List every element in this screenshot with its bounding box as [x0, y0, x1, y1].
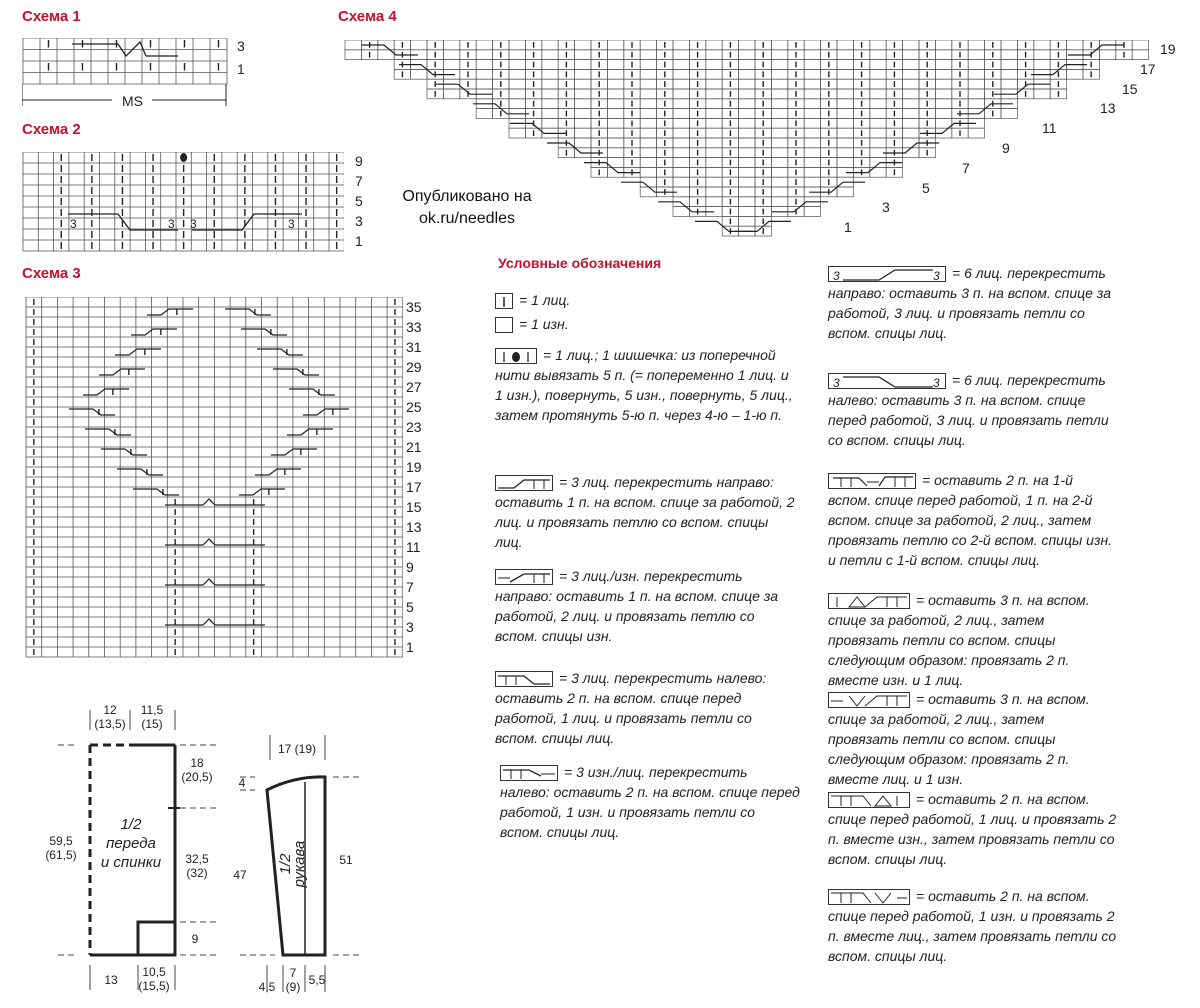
legend-item-2: = 1 изн.	[495, 314, 805, 334]
dec-right-knit-symbol	[828, 692, 910, 708]
scheme4-row-3: 3	[882, 199, 890, 216]
sleeve-bottom-2: 7 (9)	[285, 966, 301, 994]
scheme3-row-25: 25	[406, 399, 422, 415]
cable6-left-symbol	[828, 373, 946, 389]
legend-item-10: = оставить 2 п. на 1-й вспом. спице перед работой, 1 п. на 2-й вспом. спице за работой, 2 лиц., затем провязать петлю со 2-й вспом. спицы изн. и петли с 1-й вспом. спицы лиц.	[828, 472, 1113, 568]
scheme3-row-11: 11	[406, 539, 421, 555]
scheme2-row-1: 1	[355, 233, 363, 249]
scheme4-row-1: 1	[844, 219, 852, 236]
legend-item-1: = 1 лиц.	[495, 290, 805, 310]
scheme3-row-17: 17	[406, 479, 422, 495]
cable-count-label: 3	[288, 217, 295, 231]
body-left-height: 59,5 (61,5)	[45, 834, 77, 862]
legend-item-4: = 3 лиц. перекрестить направо: оставить 1 п. на вспом. спице за работой, 2 лиц. и провязать петлю со вспом. спицы лиц.	[495, 474, 795, 550]
cable6-right-symbol	[828, 266, 946, 282]
scheme2-row-7: 7	[355, 173, 363, 189]
bobble-icon	[180, 153, 187, 162]
cross-left-purl-symbol	[500, 765, 558, 781]
sleeve-left-2: 47	[233, 868, 247, 882]
legend-item-12: = оставить 3 п. на вспом. спице за работой, 2 лиц., затем провязать петли со вспом. спицы следующим образом: провязать 2 п. вместе лиц. и 1 изн.	[828, 691, 1090, 787]
scheme3-row-13: 13	[406, 519, 422, 535]
published-note	[372, 186, 562, 230]
scheme3-row-7: 7	[406, 579, 414, 595]
scheme4-row-15: 15	[1122, 80, 1138, 97]
svg-text:3: 3	[833, 376, 840, 390]
body-right-3: 9	[191, 932, 199, 946]
scheme4-row-11: 11	[1042, 120, 1057, 137]
body-label: 1/2 переда и спинки	[100, 816, 162, 871]
scheme3-title: Схема 3	[22, 265, 81, 282]
legend-item-9: 3 3 = 6 лиц. перекрестить налево: оставить 3 п. на вспом. спице перед работой, 3 лиц. и провязать петли со вспом. спицы лиц.	[828, 372, 1109, 448]
sleeve-right: 51	[339, 853, 353, 867]
scheme3-row-27: 27	[406, 379, 422, 395]
scheme3-row-23: 23	[406, 419, 422, 435]
scheme3-row-33: 33	[406, 319, 422, 335]
legend-item-3: = 1 лиц.; 1 шишечка: из поперечной нити вывязать 5 п. (= попеременно 1 лиц. и 1 изн.), повернуть, 5 изн., повернуть, 5 лиц., затем протянуть 5-ю п. через 4-ю – 1-ю п.	[495, 347, 793, 423]
body-bottom-1: 13	[104, 973, 118, 987]
sleeve-label: 1/2 рукава	[277, 840, 308, 888]
scheme3-grid	[25, 297, 403, 659]
cable-count-label: 3	[190, 217, 197, 231]
legend-title: Условные обозначения	[498, 255, 662, 271]
sleeve-top: 17 (19)	[277, 742, 317, 756]
scheme3-row-35: 35	[406, 299, 422, 315]
scheme4-row-9: 9	[1002, 140, 1010, 156]
body-top-width-2: 11,5 (15)	[140, 703, 164, 731]
scheme2-row-9: 9	[355, 153, 363, 169]
scheme4-row-7: 7	[962, 159, 970, 176]
svg-text:3: 3	[833, 269, 840, 283]
cross-right-symbol	[495, 475, 553, 491]
cable-count-label: 3	[168, 217, 175, 231]
scheme4-row-19: 19	[1160, 41, 1176, 57]
body-right-2: 32,5 (32)	[185, 852, 209, 880]
svg-text:3: 3	[933, 269, 940, 283]
svg-text:3: 3	[933, 376, 940, 390]
body-top-width-1: 12 (13,5)	[94, 703, 126, 731]
legend-item-5: = 3 лиц./изн. перекрестить направо: оставить 1 п. на вспом. спице за работой, 2 лиц. и провязать петлю со вспом. спицы изн.	[495, 568, 778, 644]
scheme1-row-3: 3	[237, 38, 245, 54]
published-line1: Опубликовано на	[402, 188, 532, 205]
cross-right-purl-symbol	[495, 569, 553, 585]
scheme4-row-13: 13	[1100, 100, 1116, 117]
body-right-1: 18 (20,5)	[181, 756, 213, 784]
scheme3-row-21: 21	[406, 439, 422, 455]
scheme3-row-29: 29	[406, 359, 422, 375]
legend-item-14: = оставить 2 п. на вспом. спице перед работой, 1 изн. и провязать 2 п. вместе лиц., затем провязать петли со вспом. спицы лиц.	[828, 888, 1117, 964]
scheme1-title: Схема 1	[22, 8, 81, 25]
dec-left-knit-symbol	[828, 889, 910, 905]
bobble-symbol	[495, 348, 537, 364]
scheme1-ms-label: MS	[122, 93, 143, 109]
scheme3-row-3: 3	[406, 619, 414, 635]
scheme2-row-5: 5	[355, 193, 363, 209]
cable-count-label: 3	[70, 217, 77, 231]
sleeve-bottom-1: 4,5	[258, 980, 276, 994]
scheme3-row-31: 31	[406, 339, 422, 355]
cross-left-symbol	[495, 671, 553, 687]
purl-symbol	[495, 317, 513, 333]
legend-item-7: = 3 изн./лиц. перекрестить налево: оставить 2 п. на вспом. спице перед работой, 1 изн. и провязать петли со вспом. спицы лиц.	[500, 764, 800, 840]
scheme4-title: Схема 4	[338, 8, 397, 25]
scheme1-grid	[22, 38, 232, 112]
scheme3-row-19: 19	[406, 459, 422, 475]
scheme4-row-17: 17	[1140, 60, 1156, 77]
body-bottom-2: 10,5 (15,5)	[138, 965, 170, 993]
dec-left-purl-symbol	[828, 792, 910, 808]
knit-symbol	[495, 293, 513, 309]
dec-right-purl-symbol	[828, 593, 910, 609]
legend-item-6: = 3 лиц. перекрестить налево: оставить 2 п. на вспом. спице перед работой, 1 лиц. и провязать петли со вспом. спицы лиц.	[495, 670, 767, 746]
scheme3-row-9: 9	[406, 559, 414, 575]
cross-5-symbol	[828, 473, 916, 489]
scheme2-title: Схема 2	[22, 121, 81, 138]
scheme1-row-1: 1	[237, 61, 245, 77]
sleeve-bottom-3: 5,5	[308, 973, 326, 987]
scheme3-row-15: 15	[406, 499, 422, 515]
scheme4-row-5: 5	[922, 179, 930, 196]
scheme3-row-5: 5	[406, 599, 414, 615]
legend-item-13: = оставить 2 п. на вспом. спице перед работой, 1 лиц. и провязать 2 п. вместе изн., затем провязать петли со вспом. спицы лиц.	[828, 791, 1117, 867]
scheme2-grid	[22, 152, 344, 254]
published-line2: ok.ru/needles	[418, 210, 516, 227]
sleeve-left-1: 4	[238, 776, 246, 790]
legend-item-11: = оставить 3 п. на вспом. спице за работой, 2 лиц., затем провязать петли со вспом. спицы следующим образом: провязать 2 п. вместе изн. и 1 лиц.	[828, 592, 1090, 688]
scheme2-row-3: 3	[355, 213, 363, 229]
scheme3-row-1: 1	[406, 639, 414, 655]
legend-item-8: 3 3 = 6 лиц. перекрестить направо: оставить 3 п. на вспом. спице за работой, 3 лиц. и провязать петли со вспом. спицы лиц.	[828, 265, 1111, 341]
